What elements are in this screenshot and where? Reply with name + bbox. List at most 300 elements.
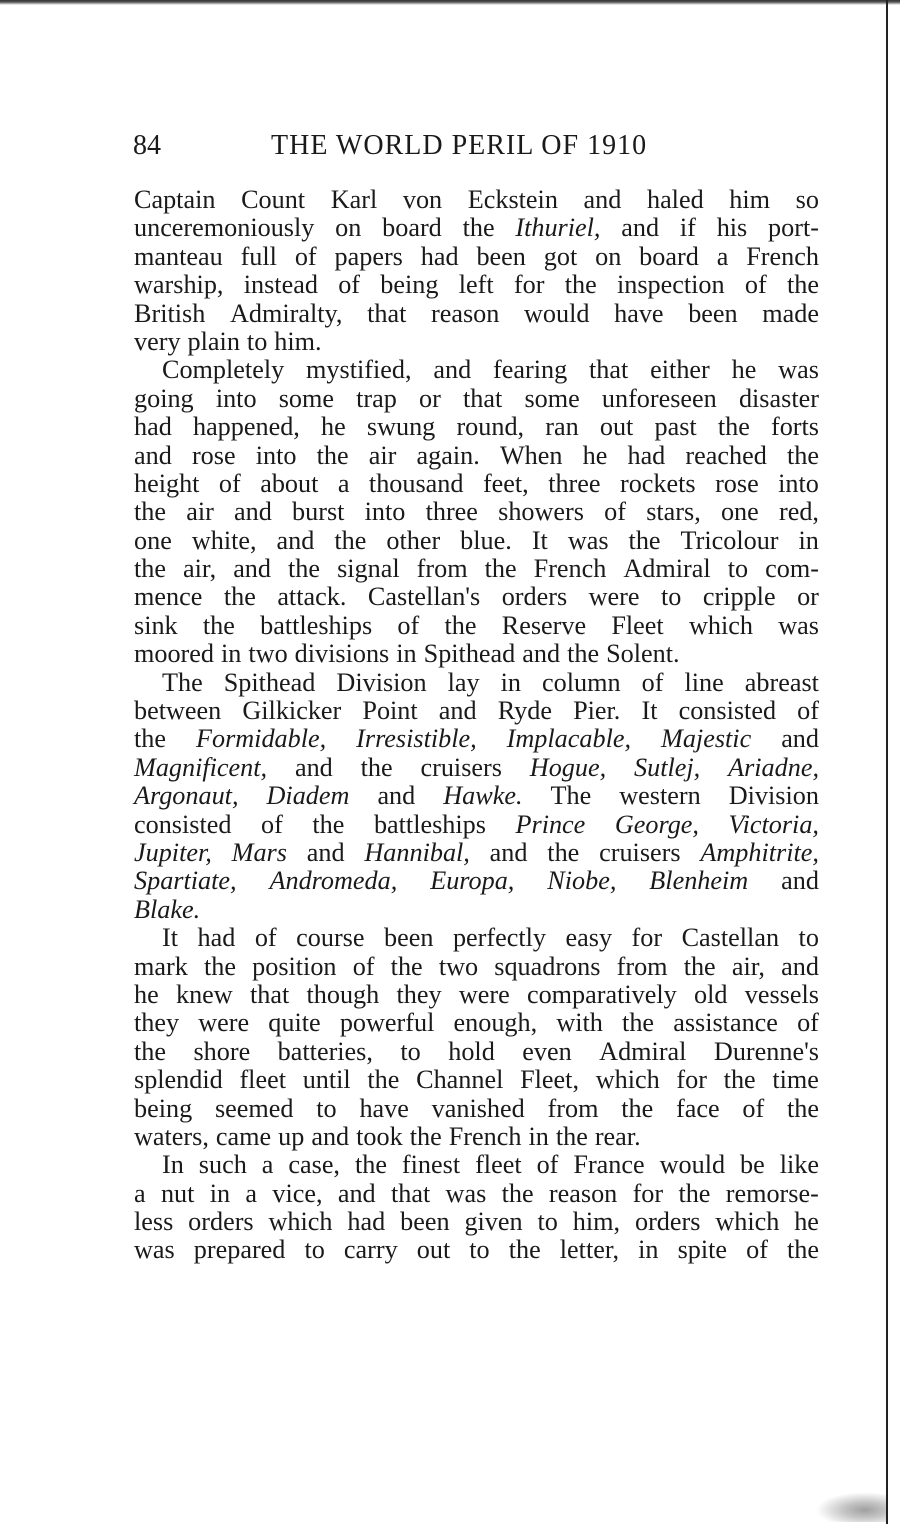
word: were bbox=[458, 979, 510, 1009]
text-line bbox=[134, 271, 819, 299]
word: Spithead bbox=[423, 639, 516, 669]
word: had bbox=[627, 440, 666, 470]
word: he bbox=[134, 979, 159, 1009]
word: up bbox=[278, 1121, 305, 1151]
paragraph bbox=[134, 669, 819, 925]
running-title: THE WORLD PERIL OF 1910 bbox=[271, 130, 648, 161]
word: It bbox=[162, 923, 178, 953]
word: In bbox=[162, 1150, 184, 1180]
word: cruisers bbox=[420, 752, 502, 782]
body-text bbox=[134, 186, 819, 1265]
text-line bbox=[134, 1180, 819, 1208]
word: splendid bbox=[134, 1065, 223, 1095]
word: one bbox=[134, 525, 172, 555]
word: of bbox=[641, 667, 664, 697]
word: he bbox=[321, 412, 346, 442]
word: two bbox=[248, 639, 288, 669]
word: consisted bbox=[678, 696, 777, 726]
word: the bbox=[547, 837, 580, 867]
word: out bbox=[416, 1235, 451, 1265]
word: George, bbox=[614, 809, 699, 839]
word: to bbox=[661, 582, 682, 612]
paragraph bbox=[134, 1151, 819, 1265]
word: of bbox=[294, 241, 317, 271]
word: and bbox=[377, 781, 416, 811]
word: waters, bbox=[134, 1121, 209, 1151]
word: a bbox=[261, 1150, 274, 1180]
text-line bbox=[134, 1151, 819, 1179]
word: be bbox=[740, 1150, 765, 1180]
text-line bbox=[134, 328, 819, 356]
word: from bbox=[416, 554, 468, 584]
word: Implacable, bbox=[506, 724, 632, 754]
word: port- bbox=[768, 213, 819, 243]
word: and bbox=[583, 185, 622, 214]
word: though bbox=[306, 979, 380, 1009]
word: him, bbox=[572, 1207, 621, 1237]
word: orders bbox=[188, 1207, 254, 1237]
word: height bbox=[134, 468, 200, 498]
word: Admiral bbox=[623, 554, 711, 584]
word: the bbox=[354, 1150, 387, 1180]
word: Point bbox=[362, 696, 418, 726]
word: was bbox=[778, 355, 819, 385]
word: Amphitrite, bbox=[700, 837, 819, 867]
word: moored bbox=[134, 639, 214, 669]
word: powerful bbox=[339, 1008, 435, 1038]
word: shore bbox=[193, 1036, 251, 1066]
word: Count bbox=[241, 185, 306, 214]
word: fleet bbox=[475, 1150, 522, 1180]
word: the bbox=[334, 525, 367, 555]
word: of bbox=[742, 1093, 765, 1123]
word: Channel bbox=[416, 1065, 504, 1095]
word: in bbox=[798, 525, 819, 555]
word: the bbox=[678, 1178, 711, 1208]
text-line bbox=[134, 470, 819, 498]
word: made bbox=[762, 298, 819, 328]
word: some bbox=[524, 383, 580, 413]
word: carry bbox=[343, 1235, 398, 1265]
word: French bbox=[746, 241, 819, 271]
word: showers bbox=[498, 497, 584, 527]
word: Admiralty, bbox=[229, 298, 343, 328]
word: the bbox=[134, 497, 166, 527]
word: rose bbox=[191, 440, 236, 470]
word: finest bbox=[401, 1150, 461, 1180]
word: sink bbox=[134, 610, 178, 640]
word: consisted bbox=[134, 809, 232, 839]
word: reason bbox=[548, 1178, 618, 1208]
text-line bbox=[134, 413, 819, 441]
word: It bbox=[641, 696, 658, 726]
word: the bbox=[409, 1121, 442, 1151]
text-line bbox=[134, 1208, 819, 1236]
word: of bbox=[797, 696, 819, 726]
word: other bbox=[386, 525, 441, 555]
word: on bbox=[335, 213, 362, 243]
word: Hogue, bbox=[529, 752, 607, 782]
word: Formidable, bbox=[195, 724, 327, 754]
text-line bbox=[134, 527, 819, 555]
word: of bbox=[604, 497, 626, 527]
word: Hawke. bbox=[443, 781, 523, 811]
word: face bbox=[676, 1093, 720, 1123]
word: Captain bbox=[134, 185, 216, 214]
word: spite bbox=[677, 1235, 728, 1265]
word: the bbox=[564, 270, 597, 300]
text-line bbox=[134, 697, 819, 725]
word: in bbox=[500, 667, 522, 697]
word: been bbox=[400, 1207, 450, 1237]
word: vessels bbox=[744, 979, 819, 1009]
text-line bbox=[134, 498, 819, 526]
word: with bbox=[556, 1008, 603, 1038]
word: Fleet bbox=[611, 610, 664, 640]
word: for bbox=[676, 1065, 707, 1095]
word: of bbox=[797, 1008, 819, 1038]
word: was bbox=[778, 610, 819, 640]
word: and bbox=[522, 639, 561, 669]
word: air bbox=[186, 497, 214, 527]
word: mence bbox=[134, 582, 203, 612]
word: which bbox=[595, 1065, 660, 1095]
word: comparatively bbox=[526, 979, 677, 1009]
word: haled bbox=[646, 185, 704, 214]
word: trap bbox=[356, 383, 397, 413]
word: would bbox=[524, 298, 590, 328]
word: the bbox=[203, 951, 236, 981]
word: took bbox=[356, 1121, 403, 1151]
word: Victoria, bbox=[728, 809, 819, 839]
word: the bbox=[786, 440, 819, 470]
word: red, bbox=[778, 497, 819, 527]
word: the bbox=[444, 610, 477, 640]
word: instead bbox=[243, 270, 318, 300]
word: knew bbox=[175, 979, 233, 1009]
text-line bbox=[134, 754, 819, 782]
word: unforeseen bbox=[601, 383, 717, 413]
word: like bbox=[779, 1150, 819, 1180]
word: two bbox=[438, 951, 479, 981]
word: Tricolour bbox=[680, 525, 779, 555]
word: came bbox=[215, 1121, 272, 1151]
paragraph bbox=[134, 356, 819, 668]
word: even bbox=[522, 1036, 572, 1066]
word: Jupiter, bbox=[134, 837, 212, 867]
text-line bbox=[134, 555, 819, 583]
word: in bbox=[528, 1121, 549, 1151]
word: air, bbox=[731, 951, 765, 981]
word: the bbox=[288, 554, 321, 584]
word: got bbox=[543, 241, 578, 271]
word: letter, bbox=[559, 1235, 620, 1265]
word: the bbox=[786, 1093, 819, 1123]
word: Andromeda, bbox=[269, 866, 398, 896]
word: time bbox=[772, 1065, 819, 1095]
word: the bbox=[134, 724, 166, 754]
word: rockets bbox=[619, 468, 696, 498]
word: he bbox=[731, 355, 757, 385]
word: they bbox=[134, 1008, 180, 1038]
scan-smudge bbox=[816, 1492, 886, 1522]
word: about bbox=[260, 468, 319, 498]
word: that bbox=[589, 355, 629, 385]
word: of bbox=[536, 1150, 559, 1180]
word: enough, bbox=[453, 1008, 538, 1038]
word: remorse- bbox=[725, 1178, 819, 1208]
word: inspection bbox=[616, 270, 725, 300]
word: into bbox=[364, 497, 406, 527]
word: the bbox=[567, 639, 600, 669]
word: to bbox=[727, 554, 749, 584]
word: easy bbox=[565, 923, 613, 953]
word: Division bbox=[728, 781, 819, 811]
word: Durenne's bbox=[713, 1036, 819, 1066]
text-line bbox=[134, 953, 819, 981]
word: of bbox=[218, 468, 241, 498]
word: Pier. bbox=[573, 696, 621, 726]
word: been bbox=[688, 298, 738, 328]
word: cripple bbox=[702, 582, 776, 612]
word: the bbox=[316, 440, 349, 470]
word: warship, bbox=[134, 270, 224, 300]
word: until bbox=[302, 1065, 351, 1095]
word: and bbox=[276, 525, 315, 555]
text-line bbox=[134, 1123, 819, 1151]
word: the bbox=[360, 752, 393, 782]
word: unceremoniously bbox=[134, 213, 315, 243]
word: been bbox=[384, 923, 434, 953]
text-line bbox=[134, 385, 819, 413]
text-line bbox=[134, 640, 819, 668]
word: seemed bbox=[214, 1093, 294, 1123]
word: and bbox=[781, 724, 819, 754]
word: for bbox=[631, 923, 663, 953]
word: The bbox=[162, 667, 203, 697]
word: and bbox=[233, 554, 271, 584]
word: was bbox=[567, 525, 609, 555]
word: given bbox=[464, 1207, 523, 1237]
page-header bbox=[133, 130, 823, 170]
word: Irresistible, bbox=[356, 724, 477, 754]
word: Hannibal, bbox=[364, 837, 470, 867]
word: feet, bbox=[482, 468, 529, 498]
word: a bbox=[716, 241, 729, 271]
word: his bbox=[716, 213, 748, 243]
word: and bbox=[621, 213, 660, 243]
text-line bbox=[134, 243, 819, 271]
scan-border-top bbox=[0, 0, 900, 5]
text-line bbox=[134, 981, 819, 1009]
word: the bbox=[202, 610, 235, 640]
word: The bbox=[550, 781, 592, 811]
word: mystified, bbox=[306, 355, 412, 385]
word: of bbox=[261, 809, 283, 839]
word: in bbox=[209, 1178, 231, 1208]
word: of bbox=[338, 270, 361, 300]
word: air bbox=[368, 440, 397, 470]
word: which bbox=[268, 1207, 333, 1237]
word: for bbox=[632, 1178, 664, 1208]
word: the bbox=[390, 951, 423, 981]
word: lay bbox=[447, 667, 480, 697]
word: line bbox=[684, 667, 724, 697]
text-line bbox=[134, 612, 819, 640]
word: signal bbox=[337, 554, 400, 584]
word: had bbox=[134, 412, 172, 442]
word: three bbox=[425, 497, 478, 527]
word: French bbox=[533, 554, 607, 584]
word: the bbox=[462, 213, 495, 243]
word: in bbox=[396, 639, 417, 669]
word: him bbox=[729, 185, 771, 214]
text-line bbox=[134, 811, 819, 839]
word: and bbox=[337, 1178, 376, 1208]
word: batteries, bbox=[277, 1036, 373, 1066]
word: that bbox=[367, 298, 407, 328]
word: Argonaut, bbox=[134, 781, 239, 811]
word: was bbox=[445, 1178, 487, 1208]
word: Ryde bbox=[497, 696, 552, 726]
word: column bbox=[542, 667, 621, 697]
word: reason bbox=[431, 298, 500, 328]
word: British bbox=[134, 298, 206, 328]
word: Reserve bbox=[501, 610, 587, 640]
word: case, bbox=[288, 1150, 340, 1180]
word: the bbox=[786, 270, 819, 300]
word: had bbox=[420, 241, 459, 271]
word: a bbox=[337, 468, 350, 498]
word: of bbox=[352, 951, 375, 981]
word: again. bbox=[416, 440, 480, 470]
word: on bbox=[595, 241, 622, 271]
word: old bbox=[694, 979, 728, 1009]
word: Majestic bbox=[661, 724, 752, 754]
word: papers bbox=[334, 241, 403, 271]
word: into bbox=[778, 468, 819, 498]
word: some bbox=[278, 383, 334, 413]
word: were bbox=[588, 582, 640, 612]
word: Niobe, bbox=[547, 866, 617, 896]
word: the bbox=[484, 554, 517, 584]
word: such bbox=[198, 1150, 247, 1180]
word: out bbox=[599, 412, 634, 442]
page-number: 84 bbox=[133, 130, 161, 161]
word: swung bbox=[366, 412, 436, 442]
word: blue. bbox=[460, 525, 512, 555]
word: into bbox=[255, 440, 297, 470]
word: position bbox=[252, 951, 337, 981]
word: Blake. bbox=[134, 894, 201, 924]
word: the bbox=[622, 1008, 655, 1038]
word: left bbox=[458, 270, 494, 300]
word: ran bbox=[545, 412, 579, 442]
text-line bbox=[134, 300, 819, 328]
word: the bbox=[628, 525, 661, 555]
word: was bbox=[134, 1235, 175, 1265]
word: quite bbox=[268, 1008, 321, 1038]
word: battleships bbox=[260, 610, 373, 640]
word: divisions bbox=[294, 639, 390, 669]
text-line bbox=[134, 1095, 819, 1123]
word: Admiral bbox=[599, 1036, 687, 1066]
word: Mars bbox=[231, 837, 287, 867]
word: manteau bbox=[134, 241, 223, 271]
word: to bbox=[798, 923, 819, 953]
word: attack. bbox=[277, 582, 347, 612]
word: white, bbox=[191, 525, 257, 555]
word: perfectly bbox=[452, 923, 546, 953]
word: into bbox=[215, 383, 257, 413]
word: Sutlej, bbox=[634, 752, 701, 782]
word: less bbox=[134, 1207, 174, 1237]
paragraph bbox=[134, 924, 819, 1151]
word: board bbox=[639, 241, 699, 271]
word: board bbox=[382, 213, 442, 243]
word: hold bbox=[448, 1036, 495, 1066]
word: It bbox=[531, 525, 548, 555]
word: a bbox=[134, 1178, 146, 1208]
word: and bbox=[489, 837, 528, 867]
word: Eckstein bbox=[467, 185, 558, 214]
word: Castellan bbox=[681, 923, 780, 953]
word: Karl bbox=[330, 185, 378, 214]
word: Diadem bbox=[266, 781, 350, 811]
word: rear. bbox=[594, 1121, 641, 1151]
paragraph bbox=[134, 186, 819, 356]
word: and bbox=[311, 1121, 350, 1151]
word: cruisers bbox=[599, 837, 681, 867]
word: they bbox=[396, 979, 442, 1009]
word: that bbox=[390, 1178, 431, 1208]
word: French bbox=[448, 1121, 522, 1151]
word: Spithead bbox=[223, 667, 316, 697]
text-line bbox=[134, 1009, 819, 1037]
word: vanished bbox=[431, 1093, 525, 1123]
word: reached bbox=[685, 440, 767, 470]
word: being bbox=[134, 1093, 193, 1123]
word: the bbox=[508, 1235, 541, 1265]
word: the bbox=[367, 1065, 400, 1095]
word: Gilkicker bbox=[242, 696, 342, 726]
word: mark bbox=[134, 951, 188, 981]
word: being bbox=[380, 270, 439, 300]
word: Fleet, bbox=[520, 1065, 580, 1095]
word: the bbox=[621, 1093, 654, 1123]
word: disaster bbox=[738, 383, 819, 413]
text-line bbox=[134, 442, 819, 470]
word: burst bbox=[292, 497, 345, 527]
word: to bbox=[537, 1207, 558, 1237]
word: von bbox=[402, 185, 443, 214]
word: battleships bbox=[373, 809, 486, 839]
word: France bbox=[573, 1150, 645, 1180]
word: to bbox=[316, 1093, 337, 1123]
text-line bbox=[134, 924, 819, 952]
word: that bbox=[463, 383, 503, 413]
word: orders bbox=[634, 1207, 701, 1237]
word: fleet bbox=[239, 1065, 286, 1095]
word: western bbox=[619, 781, 701, 811]
word: prepared bbox=[193, 1235, 286, 1265]
word: Spartiate, bbox=[134, 866, 237, 896]
word: stars, bbox=[646, 497, 701, 527]
word: three bbox=[548, 468, 601, 498]
word: Prince bbox=[515, 809, 586, 839]
text-line bbox=[134, 1236, 819, 1264]
word: forts bbox=[770, 412, 819, 442]
